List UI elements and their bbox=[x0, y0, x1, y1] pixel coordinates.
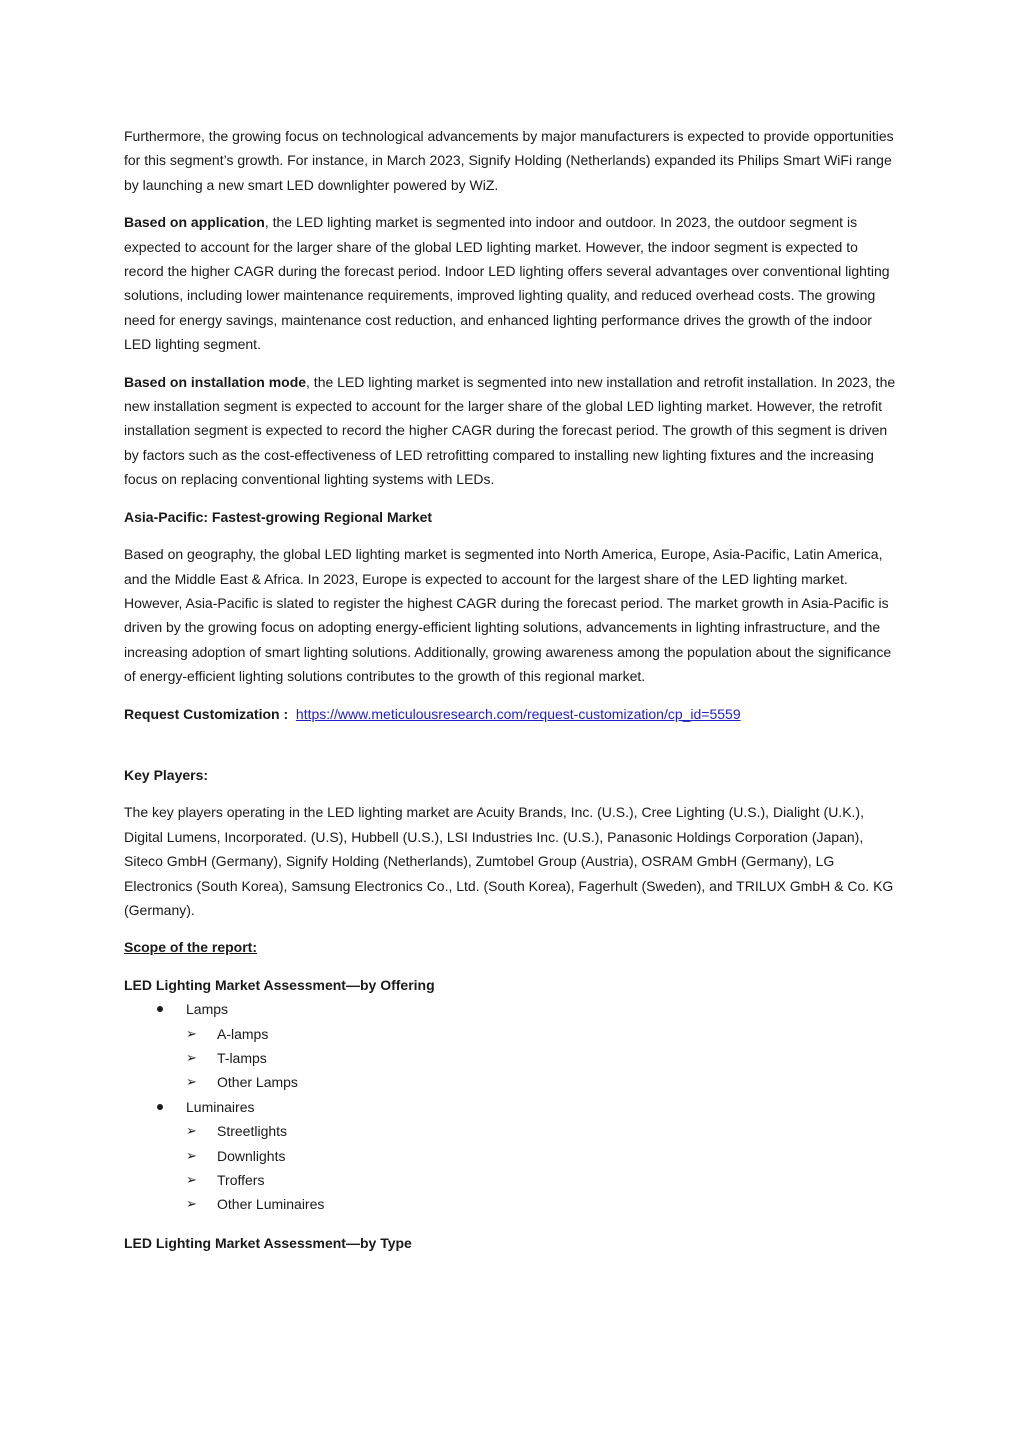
document-body bbox=[124, 124, 900, 1268]
heading-scope-of-report: Scope of the report: bbox=[124, 939, 258, 956]
offering-list bbox=[124, 997, 900, 1217]
lamps-sublist bbox=[186, 1022, 900, 1095]
heading-key-players: Key Players: bbox=[124, 766, 209, 783]
sublist-item-label: Other Lamps bbox=[217, 1074, 298, 1091]
sublist-item bbox=[124, 1070, 900, 1094]
heading-by-offering: LED Lighting Market Assessment—by Offering bbox=[124, 976, 435, 993]
sublist-item bbox=[124, 1168, 900, 1192]
sublist-item bbox=[124, 1144, 900, 1168]
paragraph-application bbox=[124, 210, 900, 356]
bullet-icon bbox=[157, 1006, 163, 1012]
paragraph-geography: Based on geography, the global LED lighting market is segmented into North America, Europe, Asia-Pacific, Latin America, and the Middle East & Africa. In 2023, Europe is expected to account for the largest share of the LED lighting market. However, Asia-Pacific is slated to register the highest CAGR during the forecast period. The market growth in Asia-Pacific is driven by the growing focus on adopting energy-efficient lighting solutions, advancements in lighting infrastructure, and the increasing adoption of smart lighting solutions. Additionally, growing awareness among the population about the significance of energy-efficient lighting solutions contributes to the growth of this regional market. bbox=[124, 546, 892, 685]
bullet-icon bbox=[157, 1104, 163, 1110]
application-text: , the LED lighting market is segmented into indoor and outdoor. In 2023, the outdoor segment is expected to account for the larger share of the global LED lighting market. However, the indoor segment is expected to record the higher CAGR during the forecast period. Indoor LED lighting offers several advantages over conventional lighting solutions, including lower maintenance requirements, improved lighting quality, and reduced overhead costs. The growing need for energy savings, maintenance cost reduction, and enhanced lighting performance drives the growth of the indoor LED lighting segment. bbox=[124, 214, 890, 353]
sublist-item-label: Streetlights bbox=[217, 1123, 288, 1140]
arrow-bullet-icon: ➢ bbox=[186, 1025, 197, 1041]
sublist-item bbox=[124, 1119, 900, 1143]
sublist-item-label: T-lamps bbox=[217, 1050, 267, 1066]
list-item-label: Luminaires bbox=[186, 1098, 255, 1115]
request-customization-line bbox=[124, 702, 900, 726]
sublist-item-label: A-lamps bbox=[217, 1025, 269, 1042]
sublist-item bbox=[124, 1046, 900, 1070]
arrow-bullet-icon: ➢ bbox=[186, 1147, 197, 1163]
arrow-bullet-icon: ➢ bbox=[186, 1050, 197, 1065]
list-item-lamps bbox=[124, 997, 900, 1095]
sublist-item-label: Other Luminaires bbox=[217, 1196, 325, 1213]
paragraph-technological-advancements: Furthermore, the growing focus on technological advancements by major manufacturers is expected to provide opportunities for this segment’s growth. For instance, in March 2023, Signify Holding (Netherlands) expanded its Philips Smart WiFi range by launching a new smart LED downlighter powered by WiZ. bbox=[124, 128, 894, 193]
list-item-luminaires bbox=[124, 1095, 900, 1217]
installation-mode-text: , the LED lighting market is segmented into new installation and retrofit installation. In 2023, the new installation segment is expected to account for the larger share of the global LED lighting market. However, the retrofit installation segment is expected to record the higher CAGR during the forecast period. The growth of this segment is driven by factors such as the cost-effectiveness of LED retrofitting compared to installing new lighting fixtures and the increasing focus on replacing conventional lighting systems with LEDs. bbox=[124, 373, 896, 488]
arrow-bullet-icon: ➢ bbox=[186, 1074, 197, 1090]
sublist-item-label: Downlights bbox=[217, 1147, 286, 1164]
sublist-item bbox=[124, 1022, 900, 1046]
paragraph-key-players: The key players operating in the LED lighting market are Acuity Brands, Inc. (U.S.), Cree Lighting (U.S.), Dialight (U.K.), Digital Lumens, Incorporated. (U.S), Hubbell (U.S.), LSI Industries Inc. (U.S.), Panasonic Holdings Corporation (Japan), Siteco GmbH (Germany), Signify Holding (Netherlands), Zumtobel Group (Austria), OSRAM GmbH (Germany), LG Electronics (South Korea), Samsung Electronics Co., Ltd. (South Korea), Fagerhult (Sweden), and TRILUX GmbH & Co. KG (Germany). bbox=[124, 804, 894, 918]
arrow-bullet-icon: ➢ bbox=[186, 1123, 197, 1139]
request-customization-label: Request Customization : bbox=[124, 705, 289, 722]
arrow-bullet-icon: ➢ bbox=[186, 1196, 197, 1212]
request-customization-link[interactable]: https://www.meticulousresearch.com/request-customization/cp_id=5559 bbox=[295, 705, 741, 722]
paragraph-installation-mode bbox=[124, 370, 900, 492]
list-item-label: Lamps bbox=[186, 1001, 229, 1018]
sublist-item bbox=[124, 1192, 900, 1216]
heading-asia-pacific: Asia-Pacific: Fastest-growing Regional Market bbox=[124, 508, 433, 525]
sublist-item-label: Troffers bbox=[217, 1172, 265, 1189]
heading-by-type: LED Lighting Market Assessment—by Type bbox=[124, 1234, 412, 1251]
arrow-bullet-icon: ➢ bbox=[186, 1172, 197, 1188]
spacer bbox=[124, 739, 900, 763]
installation-mode-lead: Based on installation mode bbox=[124, 373, 307, 390]
application-lead: Based on application bbox=[124, 214, 265, 231]
luminaires-sublist bbox=[186, 1119, 900, 1217]
